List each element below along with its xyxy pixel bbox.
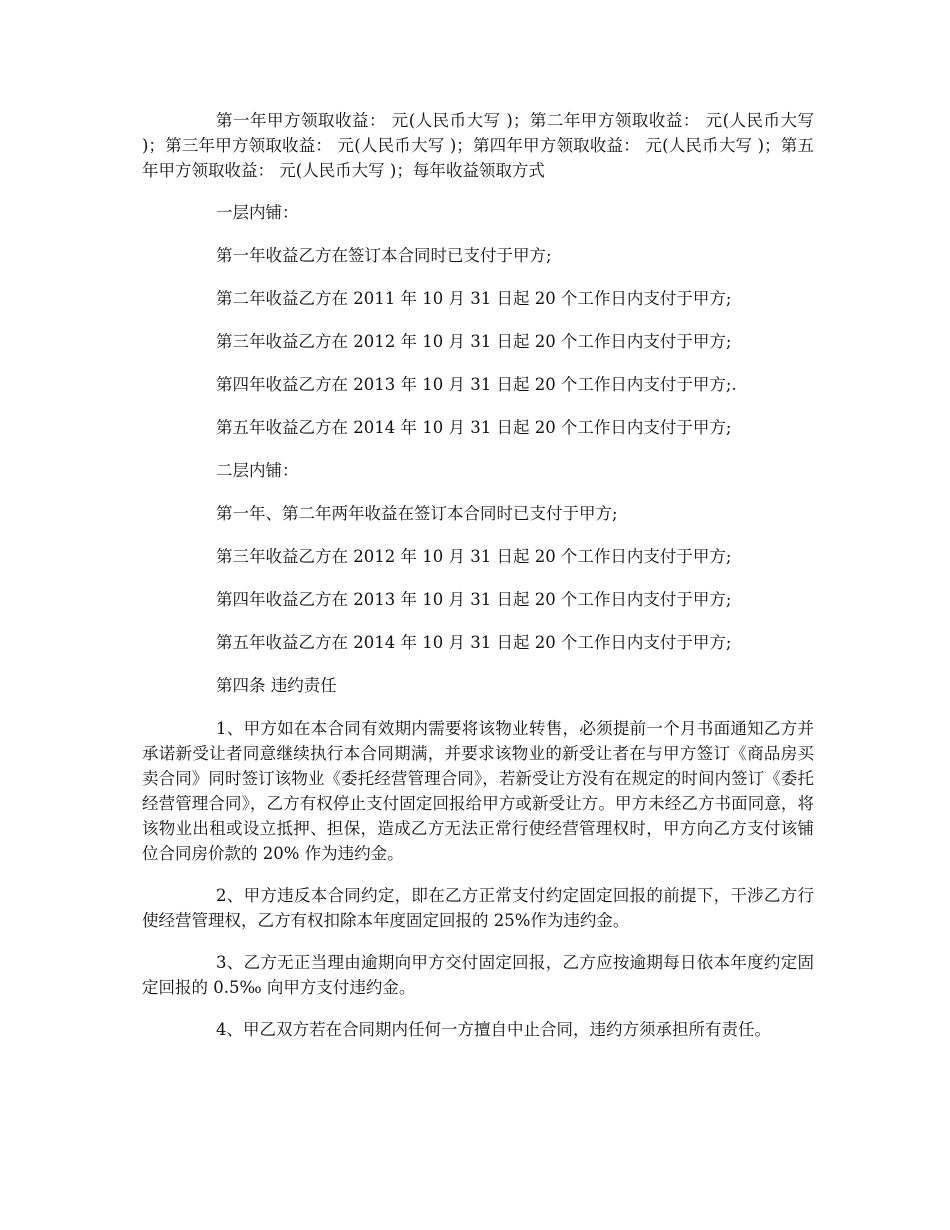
paragraph-first-floor-year2: 第二年收益乙方在 2011 年 10 月 31 日起 20 个工作日内支付于甲方; bbox=[216, 289, 732, 308]
clause-2: 2、甲方违反本合同约定，即在乙方正常支付约定固定回报的前提下，干涉乙方行使经营管理权，乙方有权扣除本年度固定回报的 25%作为违约金。 bbox=[142, 886, 814, 930]
paragraph-first-floor-year4: 第四年收益乙方在 2013 年 10 月 31 日起 20 个工作日内支付于甲方;. bbox=[216, 375, 737, 394]
paragraph-first-floor-year5: 第五年收益乙方在 2014 年 10 月 31 日起 20 个工作日内支付于甲方; bbox=[216, 418, 732, 437]
section-heading-article-4: 第四条 违约责任 bbox=[216, 676, 337, 695]
paragraph-first-floor-heading: 一层内铺： bbox=[216, 203, 299, 222]
paragraph-first-floor-year1: 第一年收益乙方在签订本合同时已支付于甲方; bbox=[216, 246, 552, 265]
clause-3: 3、乙方无正当理由逾期向甲方交付固定回报，乙方应按逾期每日依本年度约定固定回报的 0.5‰ 向甲方支付违约金。 bbox=[142, 953, 814, 997]
paragraph-second-floor-year4: 第四年收益乙方在 2013 年 10 月 31 日起 20 个工作日内支付于甲方; bbox=[216, 590, 732, 609]
paragraph-second-floor-year5: 第五年收益乙方在 2014 年 10 月 31 日起 20 个工作日内支付于甲方; bbox=[216, 633, 732, 652]
paragraph-second-floor-heading: 二层内铺： bbox=[216, 461, 299, 480]
paragraph-second-floor-year3: 第三年收益乙方在 2012 年 10 月 31 日起 20 个工作日内支付于甲方; bbox=[216, 547, 732, 566]
clause-4: 4、甲乙双方若在合同期内任何一方擅自中止合同，违约方须承担所有责任。 bbox=[216, 1020, 771, 1039]
paragraph-annual-income: 第一年甲方领取收益： 元(人民币大写 )；第二年甲方领取收益： 元(人民币大写 )；第三年甲方领取收益： 元(人民币大写 )；第四年甲方领取收益： 元(人民币大写 )；第五年甲方领取收益： 元(人民币大写 )；每年收益领取方式 bbox=[142, 111, 814, 180]
paragraph-second-floor-year1-2: 第一年、第二年两年收益在签订本合同时已支付于甲方; bbox=[216, 504, 618, 523]
clause-1: 1、甲方如在本合同有效期内需要将该物业转售，必须提前一个月书面通知乙方并承诺新受让者同意继续执行本合同期满，并要求该物业的新受让者在与甲方签订《商品房买卖合同》同时签订该物业《委托经营管理合同》，若新受让方没有在规定的时间内签订《委托经营管理合同》，乙方有权停止支付固定回报给甲方或新受让方。甲方未经乙方书面同意，将该物业出租或设立抵押、担保，造成乙方无法正常行使经营管理权时，甲方向乙方支付该铺位合同房价款的 20% 作为违约金。 bbox=[142, 719, 814, 863]
document-body bbox=[142, 108, 814, 1059]
paragraph-first-floor-year3: 第三年收益乙方在 2012 年 10 月 31 日起 20 个工作日内支付于甲方; bbox=[216, 332, 732, 351]
